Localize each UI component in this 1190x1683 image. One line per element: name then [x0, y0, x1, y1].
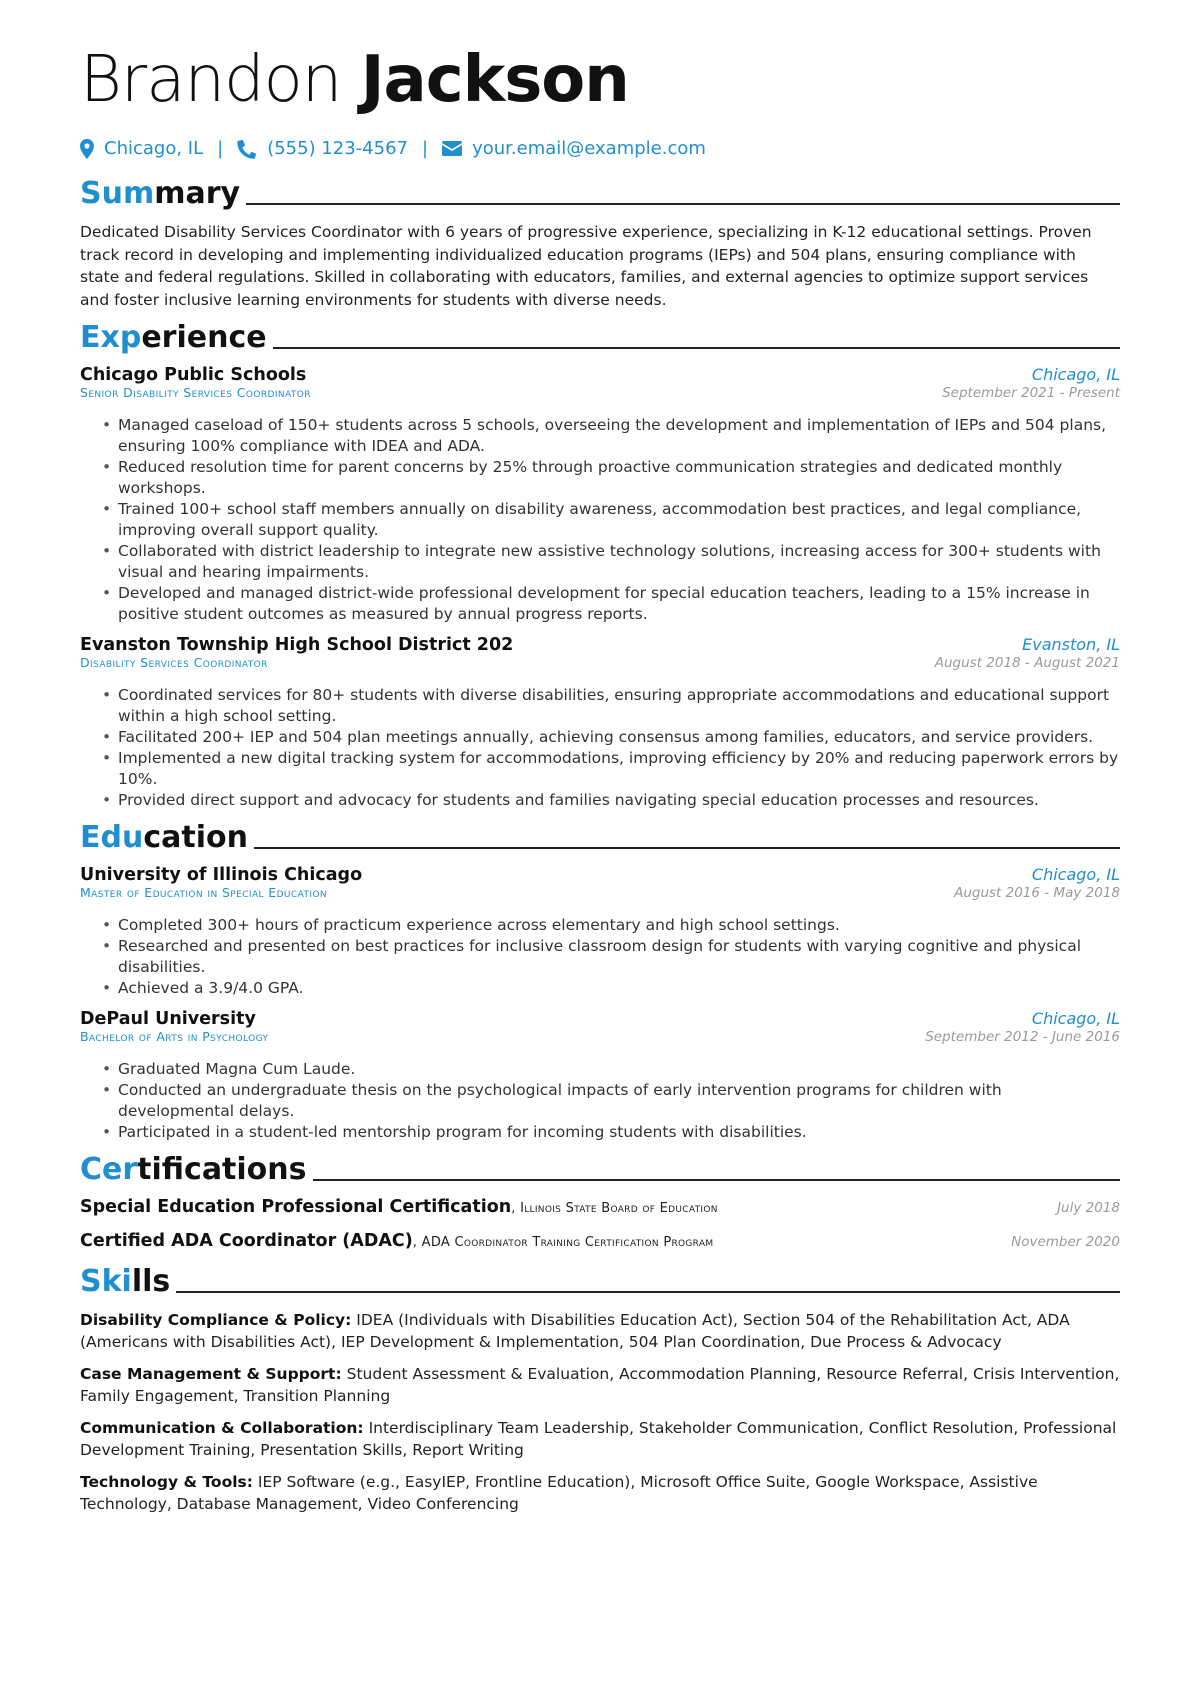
certification-issuer: Illinois State Board of Education [520, 1201, 718, 1216]
heading-rule [254, 847, 1120, 849]
map-pin-icon [80, 139, 94, 159]
skill-group [80, 1309, 1120, 1353]
list-item: • Graduated Magna Cum Laude. [118, 1059, 1120, 1080]
entry-dates: September 2012 - June 2016 [925, 1029, 1120, 1045]
list-item: • Coordinated services for 80+ students with diverse disabilities, ensuring appropriate accommodations and educational support within a high school setting. [118, 685, 1120, 727]
certification-date: July 2018 [1057, 1200, 1120, 1216]
achievement-list [80, 685, 1120, 811]
list-item: • Participated in a student-led mentorship program for incoming students with disabilities. [118, 1122, 1120, 1143]
certification-name: Special Education Professional Certification [80, 1197, 512, 1217]
job-title: Senior Disability Services Coordinator [80, 385, 311, 400]
employer-name: Chicago Public Schools [80, 365, 307, 385]
certification-issuer: ADA Coordinator Training Certification Program [421, 1235, 714, 1250]
last-name: Jackson [360, 43, 629, 117]
heading-accent: Edu [80, 820, 144, 855]
skill-text: Interdisciplinary Team Leadership, Stakeholder Communication, Conflict Resolution, Professional Development Training, Presentation Skills, Report Writing [80, 1419, 1117, 1459]
entry-location: Chicago, IL [1031, 865, 1120, 884]
heading-rule [176, 1291, 1120, 1293]
phone-text: (555) 123-4567 [267, 138, 408, 159]
summary-heading [80, 177, 1120, 211]
skill-label: Disability Compliance & Policy: [80, 1311, 352, 1329]
list-item: • Conducted an undergraduate thesis on the psychological impacts of early intervention programs for children with developmental delays. [118, 1080, 1120, 1122]
skill-text: Student Assessment & Evaluation, Accommodation Planning, Resource Referral, Crisis Intervention, Family Engagement, Transition Planning [80, 1365, 1120, 1405]
heading-rest: mary [154, 176, 241, 211]
education-entry [80, 865, 1120, 999]
heading-accent: Exp [80, 320, 142, 355]
contact-bar [80, 138, 1120, 159]
entry-location: Evanston, IL [1022, 635, 1120, 654]
list-item: • Collaborated with district leadership to integrate new assistive technology solutions, increasing access for 300+ students with visual and hearing impairments. [118, 541, 1120, 583]
certification-item: Certified ADA Coordinator (ADAC), ADA Coordinator Training Certification Program November 2020 [80, 1231, 1120, 1251]
contact-separator: | [422, 138, 429, 159]
experience-entry [80, 635, 1120, 811]
certification-item: Special Education Professional Certification, Illinois State Board of Education July 2018 [80, 1197, 1120, 1217]
heading-rest: erience [141, 320, 267, 355]
experience-entry [80, 365, 1120, 625]
list-item: • Facilitated 200+ IEP and 504 plan meetings annually, achieving consensus among families, educators, and service providers. [118, 727, 1120, 748]
candidate-name [80, 44, 1120, 116]
phone-icon [237, 139, 257, 159]
certifications-heading [80, 1153, 1120, 1187]
heading-rule [273, 347, 1120, 349]
skill-text: IEP Software (e.g., EasyIEP, Frontline Education), Microsoft Office Suite, Google Workspace, Assistive Technology, Database Management, Video Conferencing [80, 1473, 1038, 1513]
skill-text: IDEA (Individuals with Disabilities Education Act), Section 504 of the Rehabilitation Act, ADA (Americans with Disabilities Act), IEP Development & Implementation, 504 Plan Coordination, Due Process & Advocacy [80, 1311, 1070, 1351]
list-item: • Reduced resolution time for parent concerns by 25% through proactive communication strategies and dedicated monthly workshops. [118, 457, 1120, 499]
employer-name: Evanston Township High School District 202 [80, 635, 514, 655]
skill-label: Technology & Tools: [80, 1473, 253, 1491]
entry-dates: September 2021 - Present [942, 385, 1120, 401]
location-text: Chicago, IL [104, 138, 204, 159]
heading-accent: Cer [80, 1152, 138, 1187]
heading-accent: Sum [80, 176, 155, 211]
achievement-list [80, 915, 1120, 999]
skill-group [80, 1363, 1120, 1407]
school-name: University of Illinois Chicago [80, 865, 363, 885]
list-item: • Achieved a 3.9/4.0 GPA. [118, 978, 1120, 999]
list-item: • Managed caseload of 150+ students across 5 schools, overseeing the development and implementation of IEPs and 504 plans, ensuring 100% compliance with IDEA and ADA. [118, 415, 1120, 457]
heading-rest: lls [131, 1264, 171, 1299]
education-heading [80, 821, 1120, 855]
skill-label: Case Management & Support: [80, 1365, 342, 1383]
list-item: • Implemented a new digital tracking system for accommodations, improving efficiency by 20% and reducing paperwork errors by 10%. [118, 748, 1120, 790]
contact-separator: | [217, 138, 224, 159]
entry-dates: August 2018 - August 2021 [934, 655, 1120, 671]
heading-accent: Ski [80, 1264, 132, 1299]
entry-location: Chicago, IL [1031, 365, 1120, 384]
envelope-icon [442, 141, 462, 156]
contact-location [80, 138, 203, 159]
list-item: • Completed 300+ hours of practicum experience across elementary and high school settings. [118, 915, 1120, 936]
skill-group [80, 1417, 1120, 1461]
entry-location: Chicago, IL [1031, 1009, 1120, 1028]
experience-heading [80, 321, 1120, 355]
certification-date: November 2020 [1011, 1234, 1120, 1250]
job-title: Disability Services Coordinator [80, 655, 268, 670]
list-item: • Researched and presented on best practices for inclusive classroom design for students with varying cognitive and physical disabilities. [118, 936, 1120, 978]
heading-rest: tifications [137, 1152, 307, 1187]
contact-phone[interactable] [237, 138, 408, 159]
education-entry [80, 1009, 1120, 1143]
degree-title: Master of Education in Special Education [80, 885, 328, 900]
contact-email[interactable] [442, 138, 706, 159]
email-link: your.email@example.com [472, 138, 706, 159]
list-item: • Provided direct support and advocacy for students and families navigating special education processes and resources. [118, 790, 1120, 811]
degree-title: Bachelor of Arts in Psychology [80, 1029, 269, 1044]
achievement-list [80, 1059, 1120, 1143]
heading-rule [313, 1179, 1120, 1181]
entry-dates: August 2016 - May 2018 [954, 885, 1120, 901]
heading-rule [246, 203, 1120, 205]
skill-group [80, 1471, 1120, 1515]
achievement-list [80, 415, 1120, 625]
list-item: • Developed and managed district-wide professional development for special education teachers, leading to a 15% increase in positive student outcomes as measured by annual progress reports. [118, 583, 1120, 625]
skill-label: Communication & Collaboration: [80, 1419, 364, 1437]
school-name: DePaul University [80, 1009, 256, 1029]
skills-heading [80, 1265, 1120, 1299]
first-name: Brandon [80, 43, 342, 117]
list-item: • Trained 100+ school staff members annually on disability awareness, accommodation best practices, and legal compliance, improving overall support quality. [118, 499, 1120, 541]
certification-name: Certified ADA Coordinator (ADAC) [80, 1231, 413, 1251]
summary-text: Dedicated Disability Services Coordinator with 6 years of progressive experience, specializing in K-12 educational settings. Proven track record in developing and implementing individualized education programs (IEPs) and 504 plans, ensuring compliance with state and federal regulations. Skilled in collaborating with educators, families, and external agencies to optimize support services and foster inclusive learning environments for students with diverse needs. [80, 223, 1092, 309]
heading-rest: cation [143, 820, 248, 855]
